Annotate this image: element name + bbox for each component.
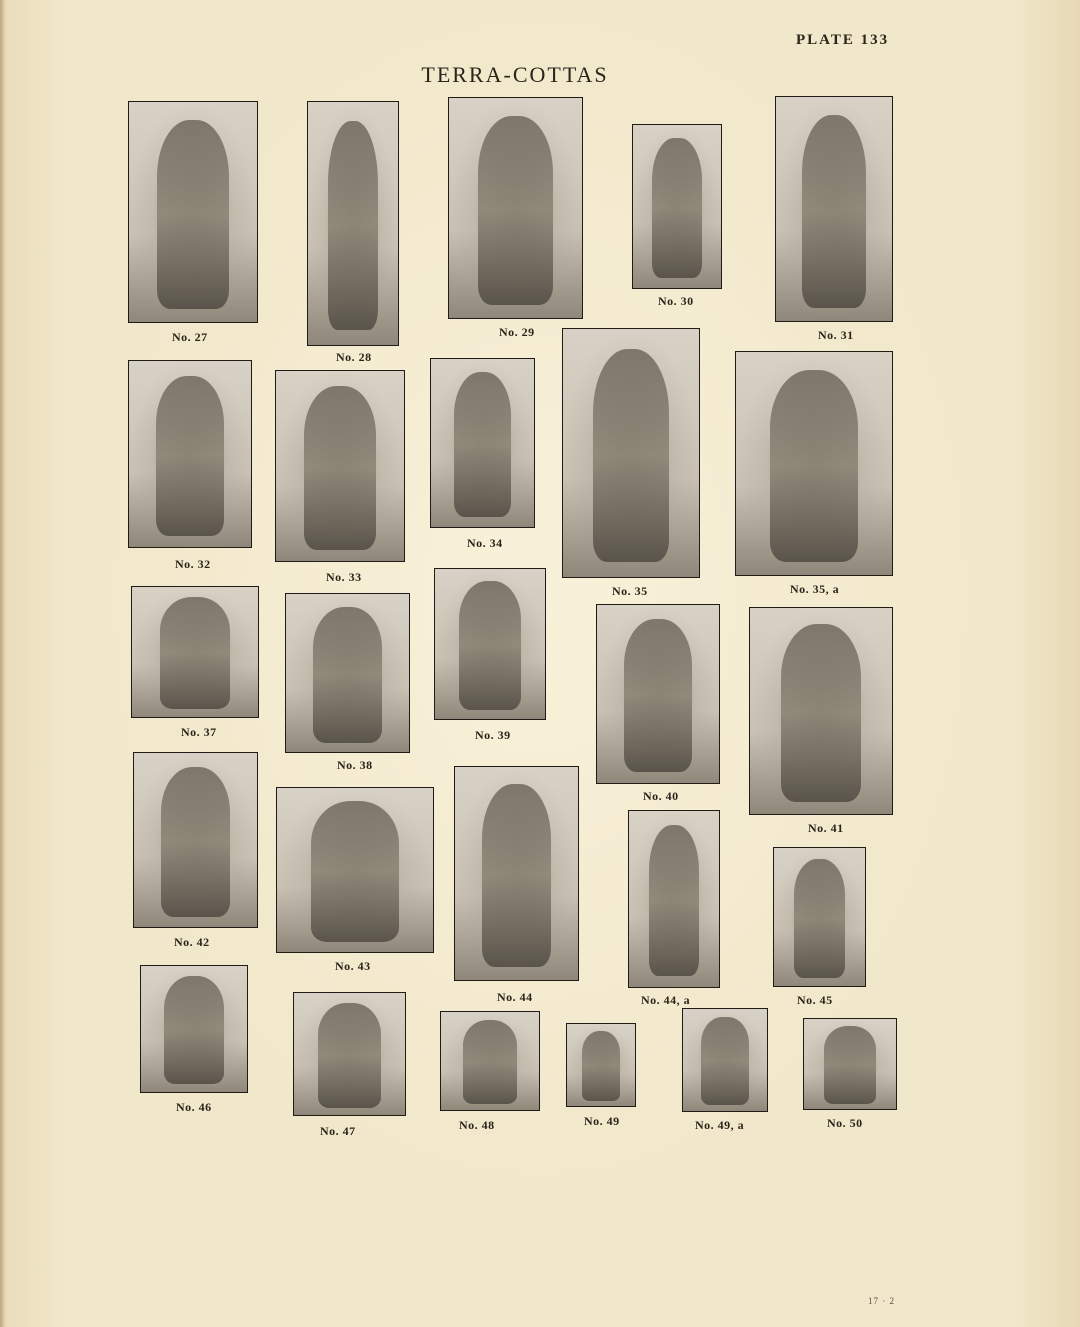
terracotta-figure [156, 376, 224, 536]
caption-figure-47: No. 47 [320, 1124, 356, 1138]
plate-number: PLATE 133 [796, 32, 890, 48]
photo-figure-31 [775, 96, 893, 322]
caption-figure-50: No. 50 [827, 1116, 863, 1130]
caption-figure-30: No. 30 [658, 294, 694, 308]
photo-figure-39 [434, 568, 546, 720]
caption-figure-44: No. 44 [497, 990, 533, 1004]
caption-figure-38: No. 38 [337, 758, 373, 772]
caption-figure-31: No. 31 [818, 328, 854, 342]
terracotta-figure [478, 116, 553, 305]
terracotta-figure [313, 607, 382, 743]
photo-figure-48 [440, 1011, 540, 1111]
photo-figure-38 [285, 593, 410, 753]
caption-figure-40: No. 40 [643, 789, 679, 803]
terracotta-figure [770, 370, 857, 562]
terracotta-figure [328, 121, 378, 330]
photo-figure-33 [275, 370, 405, 562]
photo-figure-29 [448, 97, 583, 319]
photo-figure-30 [632, 124, 722, 289]
terracotta-figure [304, 386, 376, 549]
terracotta-figure [463, 1020, 518, 1104]
caption-figure-39: No. 39 [475, 728, 511, 742]
caption-figure-35: No. 35 [612, 584, 648, 598]
photo-figure-34 [430, 358, 535, 528]
photo-figure-32 [128, 360, 252, 548]
photo-figure-49 [566, 1023, 636, 1107]
caption-figure-41: No. 41 [808, 821, 844, 835]
photo-figure-46 [140, 965, 248, 1093]
caption-figure-29: No. 29 [499, 325, 535, 339]
terracotta-figure [701, 1017, 748, 1105]
photo-figure-41 [749, 607, 893, 815]
terracotta-figure [781, 624, 861, 801]
caption-figure-35a: No. 35, a [790, 582, 840, 596]
caption-figure-34: No. 34 [467, 536, 503, 550]
photo-figure-35 [562, 328, 700, 578]
terracotta-figure [161, 767, 230, 917]
photo-figure-45 [773, 847, 866, 987]
page-folio: 17 · 2 [868, 1296, 895, 1306]
photo-figure-27 [128, 101, 258, 323]
terracotta-figure [482, 784, 551, 967]
caption-figure-48: No. 48 [459, 1118, 495, 1132]
terracotta-figure [649, 825, 699, 976]
caption-figure-44a: No. 44, a [641, 993, 691, 1007]
photo-figure-44 [454, 766, 579, 981]
terracotta-figure [593, 349, 669, 562]
page-edge-shadow [0, 0, 6, 1327]
terracotta-figure [164, 976, 223, 1084]
photo-figure-35a [735, 351, 893, 576]
photo-figure-44a [628, 810, 720, 988]
terracotta-figure [157, 120, 229, 309]
photo-figure-28 [307, 101, 399, 346]
terracotta-figure [794, 859, 845, 978]
caption-figure-42: No. 42 [174, 935, 210, 949]
caption-figure-49: No. 49 [584, 1114, 620, 1128]
caption-figure-37: No. 37 [181, 725, 217, 739]
terracotta-figure [459, 581, 521, 710]
page-title: TERRA-COTTAS [421, 62, 609, 87]
terracotta-figure [624, 619, 692, 772]
photo-figure-49a [682, 1008, 768, 1112]
photo-figure-37 [131, 586, 259, 718]
caption-figure-32: No. 32 [175, 557, 211, 571]
photo-figure-50 [803, 1018, 897, 1110]
photo-figure-43 [276, 787, 434, 953]
caption-figure-33: No. 33 [326, 570, 362, 584]
terracotta-figure [454, 372, 512, 516]
terracotta-figure [652, 138, 701, 278]
terracotta-figure [824, 1026, 876, 1103]
terracotta-figure [160, 597, 231, 709]
terracotta-figure [311, 801, 398, 942]
terracotta-figure [582, 1031, 620, 1102]
photo-figure-47 [293, 992, 406, 1116]
caption-figure-46: No. 46 [176, 1100, 212, 1114]
caption-figure-27: No. 27 [172, 330, 208, 344]
caption-figure-45: No. 45 [797, 993, 833, 1007]
photo-figure-42 [133, 752, 258, 928]
caption-figure-43: No. 43 [335, 959, 371, 973]
photo-figure-40 [596, 604, 720, 784]
caption-figure-49a: No. 49, a [695, 1118, 745, 1132]
terracotta-figure [802, 115, 867, 308]
caption-figure-28: No. 28 [336, 350, 372, 364]
terracotta-figure [318, 1003, 380, 1108]
